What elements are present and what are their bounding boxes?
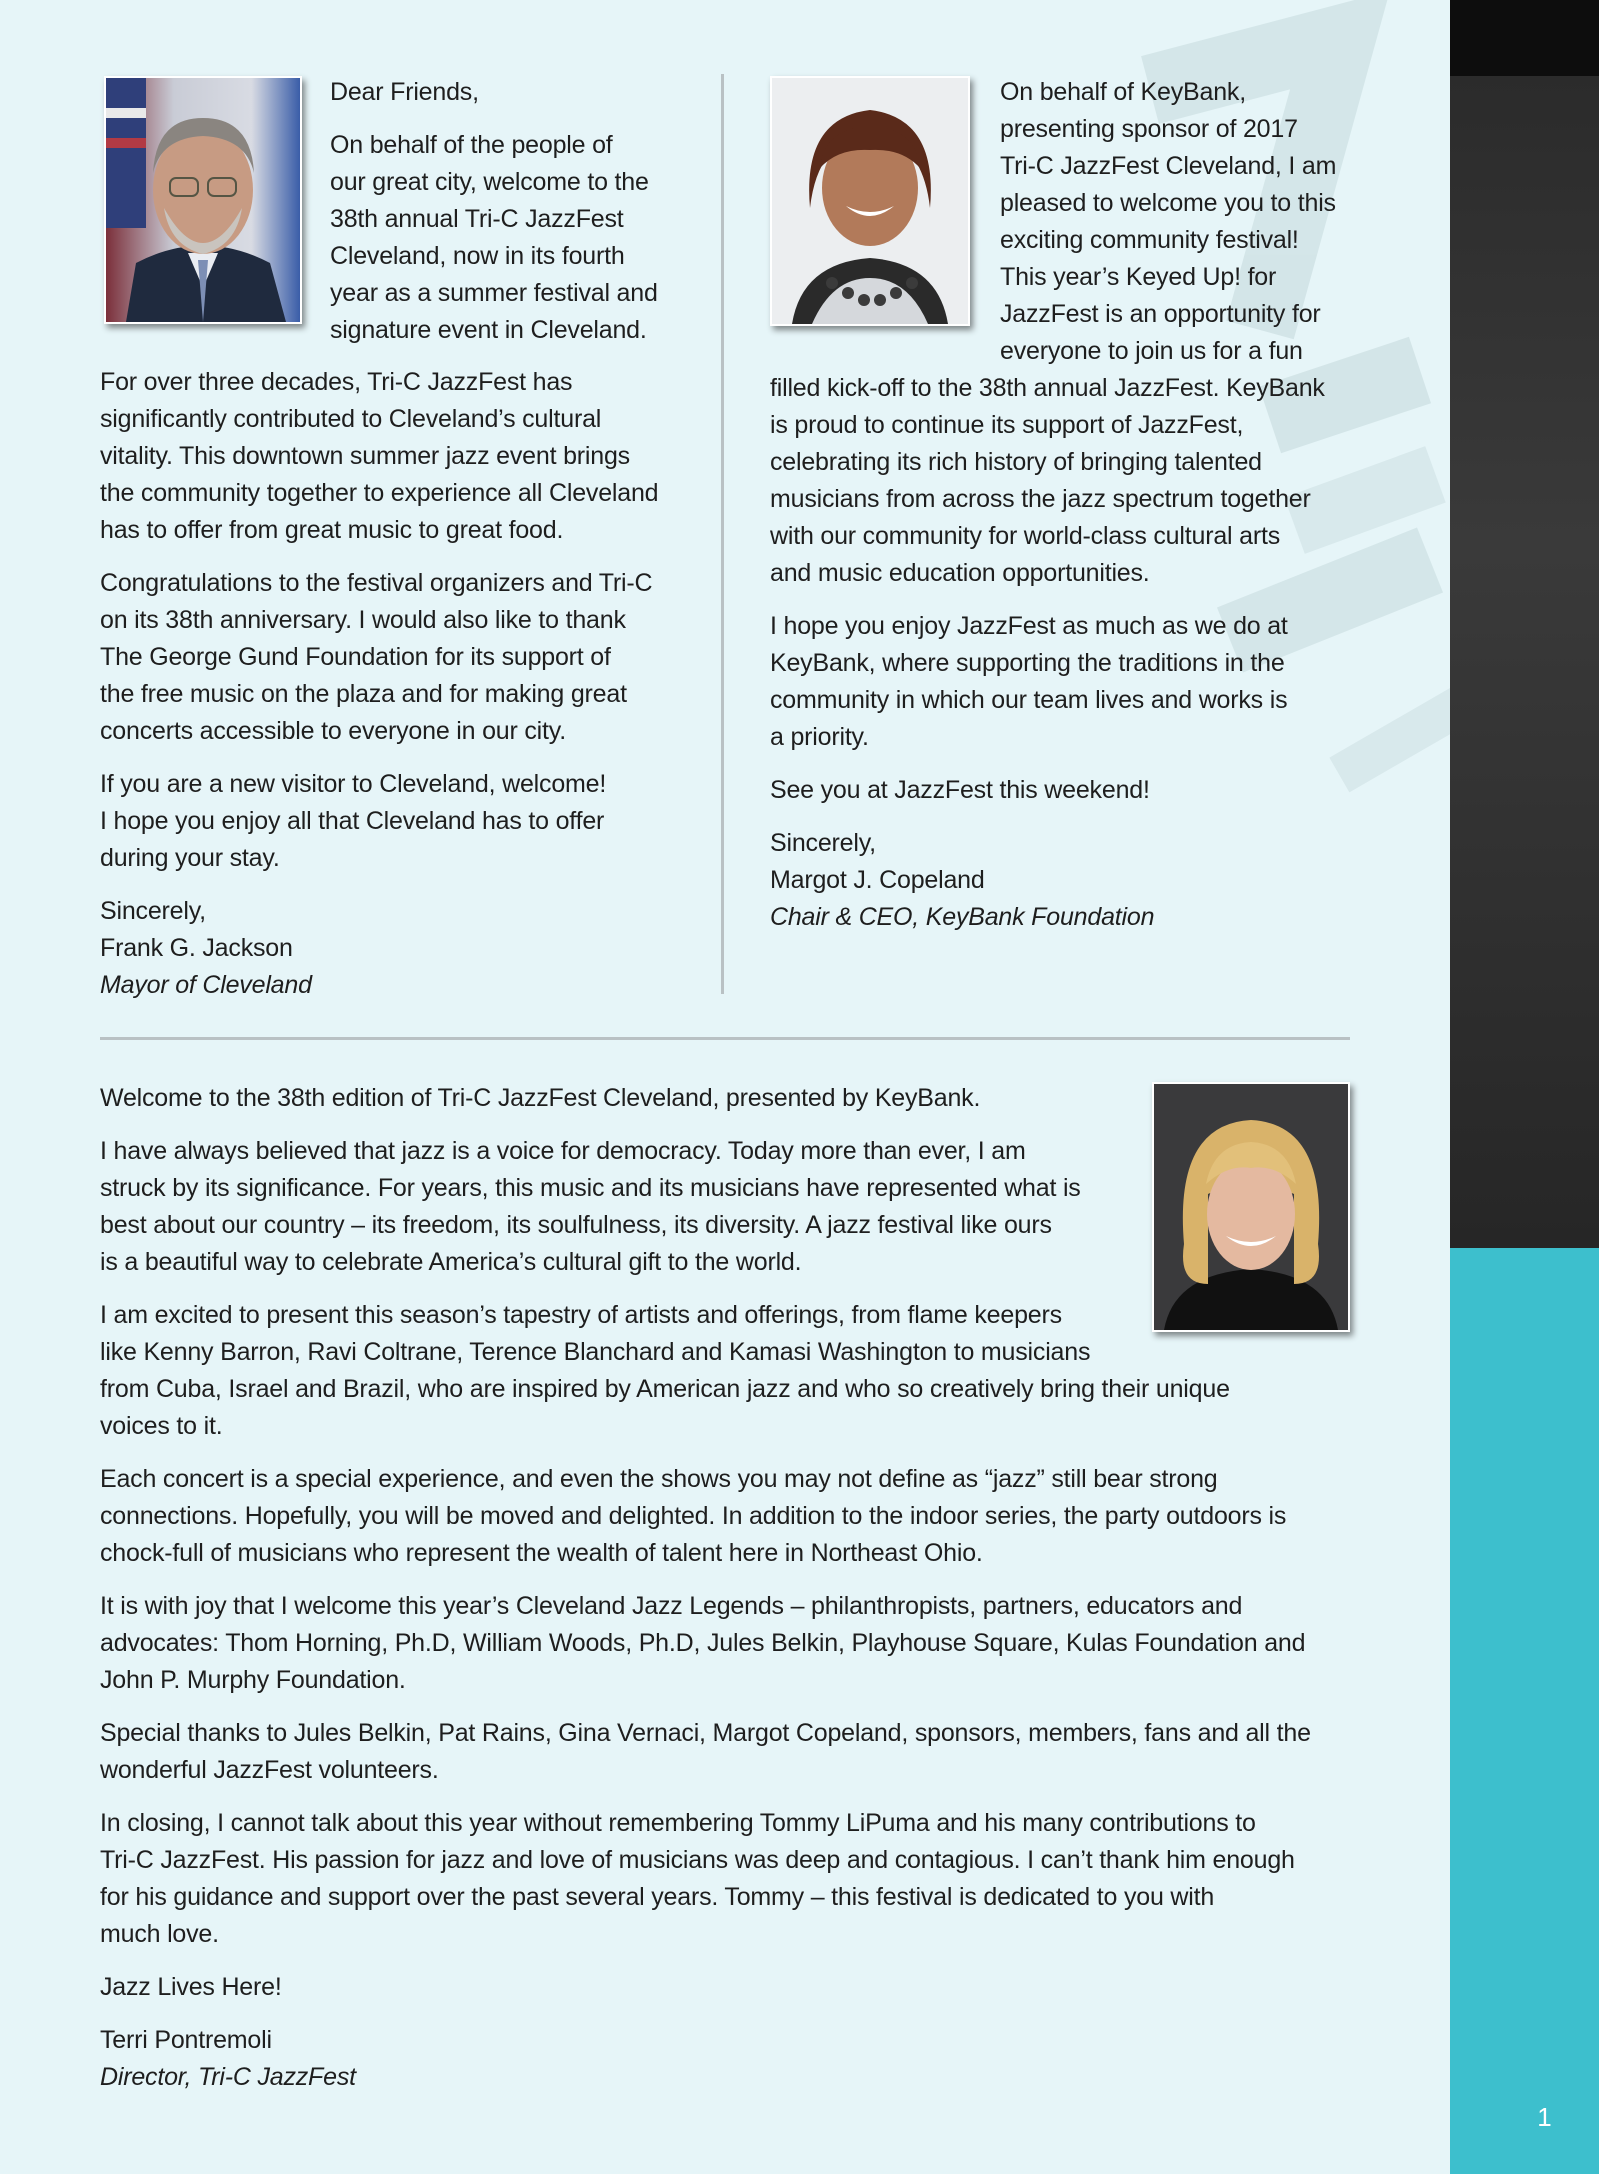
text-line: vitality. This downtown summer jazz event brings bbox=[100, 442, 630, 470]
text-line: KeyBank, where supporting the traditions in the bbox=[770, 649, 1285, 677]
keybank-letter-body bbox=[770, 370, 1360, 952]
director-paragraph bbox=[100, 1715, 1370, 1789]
keybank-letter-intro bbox=[1000, 74, 1370, 386]
text-line: everyone to join us for a fun bbox=[1000, 337, 1303, 365]
text-line: concerts accessible to everyone in our city. bbox=[100, 717, 566, 745]
signer-name: Margot J. Copeland bbox=[770, 866, 985, 894]
text-line: chock-full of musicians who represent the wealth of talent here in Northeast Ohio. bbox=[100, 1539, 983, 1567]
text-line: for his guidance and support over the past several years. Tommy – this festival is dedicated to you with bbox=[100, 1883, 1215, 1911]
text-line: If you are a new visitor to Cleveland, welcome! bbox=[100, 770, 607, 798]
text-line: struck by its significance. For years, this music and its musicians have represented what is bbox=[100, 1174, 1081, 1202]
closing: Sincerely, bbox=[770, 829, 876, 857]
text-line: Welcome to the 38th edition of Tri-C JazzFest Cleveland, presented by KeyBank. bbox=[100, 1084, 981, 1112]
text-line: Jazz Lives Here! bbox=[100, 1973, 282, 2001]
text-line: I have always believed that jazz is a voice for democracy. Today more than ever, I am bbox=[100, 1137, 1026, 1165]
director-paragraph bbox=[100, 1080, 1370, 1117]
text-line: celebrating its rich history of bringing talented bbox=[770, 448, 1262, 476]
text-line: a priority. bbox=[770, 723, 869, 751]
director-paragraph bbox=[100, 1133, 1370, 1281]
text-line: I hope you enjoy all that Cleveland has to offer bbox=[100, 807, 605, 835]
text-line: On behalf of the people of bbox=[330, 131, 613, 159]
text-line: JazzFest is an opportunity for bbox=[1000, 300, 1321, 328]
text-line: during your stay. bbox=[100, 844, 280, 872]
section-divider bbox=[100, 1037, 1350, 1040]
column-divider bbox=[721, 74, 724, 994]
text-line: has to offer from great music to great food. bbox=[100, 516, 564, 544]
text-line: For over three decades, Tri-C JazzFest has bbox=[100, 368, 573, 396]
text-line: the free music on the plaza and for making great bbox=[100, 680, 627, 708]
mayor-signature bbox=[100, 893, 700, 1004]
text-line: like Kenny Barron, Ravi Coltrane, Terence Blanchard and Kamasi Washington to musicians bbox=[100, 1338, 1091, 1366]
mayor-intro-paragraph bbox=[330, 127, 690, 349]
text-line: from Cuba, Israel and Brazil, who are inspired by American jazz and who so creatively bring their unique bbox=[100, 1375, 1230, 1403]
director-paragraph bbox=[100, 1969, 1370, 2006]
text-line: Tri-C JazzFest Cleveland, I am bbox=[1000, 152, 1337, 180]
mayor-paragraph bbox=[100, 565, 700, 750]
text-line: This year’s Keyed Up! for bbox=[1000, 263, 1277, 291]
text-line: advocates: Thom Horning, Ph.D, William Woods, Ph.D, Jules Belkin, Playhouse Square, Kulas Foundation and bbox=[100, 1629, 1306, 1657]
text-line: Cleveland, now in its fourth bbox=[330, 242, 625, 270]
keybank-paragraph bbox=[770, 370, 1360, 592]
text-line: and music education opportunities. bbox=[770, 559, 1150, 587]
text-line: significantly contributed to Cleveland’s cultural bbox=[100, 405, 602, 433]
page-number: 1 bbox=[1537, 2102, 1552, 2132]
text-line: Special thanks to Jules Belkin, Pat Rains, Gina Vernaci, Margot Copeland, sponsors, members, fans and all the bbox=[100, 1719, 1311, 1747]
text-line: John P. Murphy Foundation. bbox=[100, 1666, 406, 1694]
keybank-paragraph bbox=[770, 772, 1360, 809]
text-line: See you at JazzFest this weekend! bbox=[770, 776, 1150, 804]
text-line: is proud to continue its support of JazzFest, bbox=[770, 411, 1244, 439]
text-line: I hope you enjoy JazzFest as much as we do at bbox=[770, 612, 1288, 640]
dark-texture-strip bbox=[1450, 76, 1599, 1248]
text-line: On behalf of KeyBank, bbox=[1000, 78, 1246, 106]
director-paragraph bbox=[100, 1297, 1370, 1445]
text-line: with our community for world-class cultural arts bbox=[770, 522, 1280, 550]
text-line: pleased to welcome you to this bbox=[1000, 189, 1336, 217]
signer-name: Terri Pontremoli bbox=[100, 2026, 272, 2054]
text-line: presenting sponsor of 2017 bbox=[1000, 115, 1298, 143]
text-line: on its 38th anniversary. I would also like to thank bbox=[100, 606, 626, 634]
text-line: signature event in Cleveland. bbox=[330, 316, 647, 344]
text-line: wonderful JazzFest volunteers. bbox=[100, 1756, 439, 1784]
text-line: I am excited to present this season’s tapestry of artists and offerings, from flame keepers bbox=[100, 1301, 1062, 1329]
mayor-paragraph bbox=[100, 766, 700, 877]
keybank-intro-paragraph bbox=[1000, 74, 1370, 370]
text-line: 38th annual Tri-C JazzFest bbox=[330, 205, 624, 233]
director-letter bbox=[100, 1080, 1370, 2112]
text-line: connections. Hopefully, you will be moved and delighted. In addition to the indoor series, the party outdoors is bbox=[100, 1502, 1287, 1530]
text-line: In closing, I cannot talk about this year without remembering Tommy LiPuma and his many contributions to bbox=[100, 1809, 1256, 1837]
signer-title: Director, Tri-C JazzFest bbox=[100, 2063, 356, 2091]
text-line: Each concert is a special experience, and even the shows you may not define as “jazz” still bear strong bbox=[100, 1465, 1218, 1493]
mayor-letter-intro bbox=[330, 74, 690, 365]
text-line: Tri-C JazzFest. His passion for jazz and love of musicians was deep and contagious. I can’t thank him enough bbox=[100, 1846, 1295, 1874]
text-line: Congratulations to the festival organizers and Tri-C bbox=[100, 569, 653, 597]
text-line: the community together to experience all Cleveland bbox=[100, 479, 659, 507]
signer-name: Frank G. Jackson bbox=[100, 934, 293, 962]
mayor-paragraph bbox=[100, 364, 700, 549]
closing: Sincerely, bbox=[100, 897, 206, 925]
keybank-signature bbox=[770, 825, 1360, 936]
text-line: voices to it. bbox=[100, 1412, 223, 1440]
text-line: much love. bbox=[100, 1920, 219, 1948]
corner-black-block bbox=[1450, 0, 1599, 76]
signer-title: Chair & CEO, KeyBank Foundation bbox=[770, 903, 1155, 931]
text-line: exciting community festival! bbox=[1000, 226, 1299, 254]
text-line: community in which our team lives and works is bbox=[770, 686, 1288, 714]
mayor-portrait-photo bbox=[104, 76, 302, 324]
mayor-letter-body bbox=[100, 364, 700, 1020]
text-line: year as a summer festival and bbox=[330, 279, 658, 307]
signer-title: Mayor of Cleveland bbox=[100, 971, 312, 999]
text-line: filled kick-off to the 38th annual JazzFest. KeyBank bbox=[770, 374, 1325, 402]
keybank-paragraph bbox=[770, 608, 1360, 756]
text-line: musicians from across the jazz spectrum together bbox=[770, 485, 1311, 513]
text-line: The George Gund Foundation for its support of bbox=[100, 643, 611, 671]
keybank-portrait-photo bbox=[770, 76, 970, 326]
text-line: our great city, welcome to the bbox=[330, 168, 649, 196]
mayor-greeting: Dear Friends, bbox=[330, 78, 479, 106]
text-line: It is with joy that I welcome this year’s Cleveland Jazz Legends – philanthropists, partners, educators and bbox=[100, 1592, 1243, 1620]
director-paragraph bbox=[100, 1805, 1370, 1953]
text-line: best about our country – its freedom, its soulfulness, its diversity. A jazz festival like ours bbox=[100, 1211, 1052, 1239]
director-signature bbox=[100, 2022, 1370, 2096]
teal-strip bbox=[1450, 1248, 1599, 2174]
text-line: is a beautiful way to celebrate America’s cultural gift to the world. bbox=[100, 1248, 802, 1276]
director-paragraph bbox=[100, 1588, 1370, 1699]
director-paragraph bbox=[100, 1461, 1370, 1572]
